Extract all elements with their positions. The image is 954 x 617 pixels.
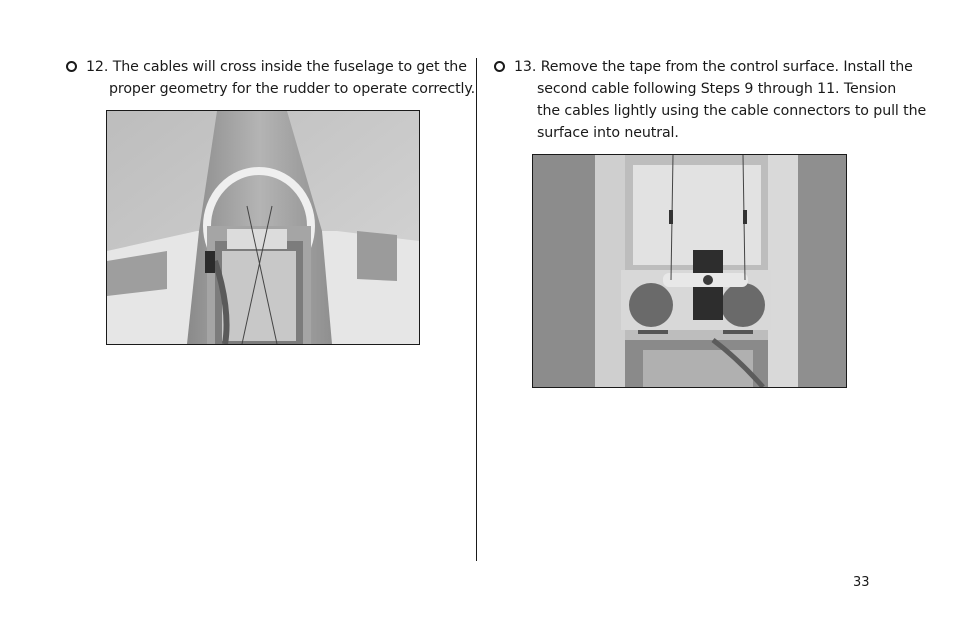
step-13-number: 13.: [514, 59, 537, 75]
column-divider: [476, 58, 477, 561]
step-12-checkbox-icon[interactable]: [66, 61, 77, 72]
fuselage-cable-photo: [106, 110, 420, 345]
step-12-text-line-2: proper geometry for the rudder to operate correctly.: [109, 81, 476, 97]
step-13-text-line-4: surface into neutral.: [537, 125, 679, 141]
step-13-text-line-3: the cables lightly using the cable connectors to pull the: [537, 103, 927, 119]
step-13-checkbox-icon[interactable]: [494, 61, 505, 72]
step-13-text-line-1: Remove the tape from the control surface. Install the: [540, 59, 913, 75]
page-number: 33: [853, 575, 870, 590]
step-12-number: 12.: [86, 59, 109, 75]
step-12-text-line-1: The cables will cross inside the fuselage to get the: [112, 59, 467, 75]
step-12-first-line: [66, 56, 475, 78]
step-13-instruction: [494, 56, 926, 144]
servo-cable-tension-photo: [532, 154, 847, 388]
step-12-instruction: [66, 56, 475, 100]
step-13-text-line-2: second cable following Steps 9 through 11. Tension: [537, 81, 897, 97]
step-13-first-line: [494, 56, 926, 78]
